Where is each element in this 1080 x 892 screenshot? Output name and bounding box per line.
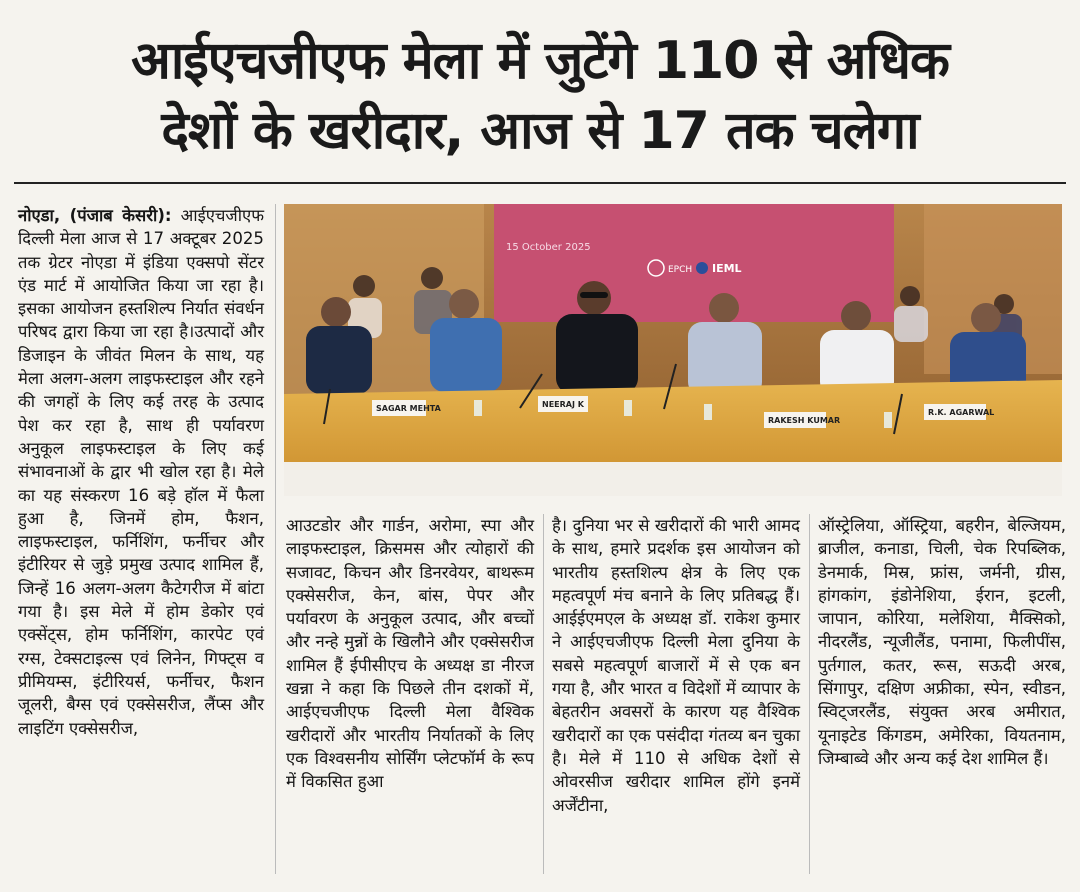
banner-date: 15 October 2025 bbox=[506, 242, 591, 253]
ieml-logo-icon bbox=[696, 262, 708, 274]
article-column-2 bbox=[286, 514, 534, 794]
nameplate-2: NEERAJ K bbox=[542, 400, 584, 409]
dateline: नोएडा, (पंजाब केसरी): bbox=[18, 206, 172, 225]
column-1-text: आईएचजीएफ दिल्ली मेला आज से 17 अक्टूबर 2025 तक ग्रेटर नोएडा में इंडिया एक्सपो सेंटर एंड मार्ट में आयोजित किया जा रहा है। इसका आयोजन हस्तशिल्प निर्यात संवर्धन परिषद द्वारा किया जा रहा है।उत्पादों और डिजाइन के जीवंत मिलन के साथ, यह मेला अलग-अलग लाइफस्टाइल और रहने की जगहों के लिए कई तरह के उत्पाद पेश कर रहा है, साथ ही पर्यावरण अनुकूल लाइफस्टाइल के लिए कई संभावनाओं के द्वार भी खोल रहा है। मेले का यह संस्करण 16 बड़े हॉल में फैला हुआ है, जिनमें होम, फैशन, लाइफस्टाइल, फर्निशिंग, फर्नीचर और इंटीरियर से जुड़े प्रमुख उत्पाद शामिल हैं, जिन्हें 16 अलग-अलग कैटेगरीज में बांटा गया है। इस मेले में होम डेकोर एवं एक्सेंट्स, होम फर्निशिंग, कारपेट एवं रग्स, टेक्सटाइल्स एवं लिनेन, गिफ्ट्स व प्रीमियम्स, इंटीरियर्स, फर्नीचर, फैशन जूलरी, बैग्स एवं एक्सेसरीज, लैंप्स और लाइटिंग एक्सेसरीज, bbox=[18, 206, 265, 738]
banner-logo-1: EPCH bbox=[668, 265, 693, 275]
nameplate-1: SAGAR MEHTA bbox=[376, 404, 441, 413]
column-4-text: ऑस्ट्रेलिया, ऑस्ट्रिया, बहरीन, बेल्जियम, ब्राजील, कनाडा, चिली, चेक रिपब्लिक, डेनमार्क, मिस्र, फ्रांस, जर्मनी, ग्रीस, हांगकांग, इंडोनेशिया, ईरान, इटली, जापान, कोरिया, मलेशिया, मैक्सिको, नीदरलैंड, न्यूजीलैंड, पनामा, फिलीपींस, पुर्तगाल, कतर, रूस, सऊदी अरब, सिंगापुर, दक्षिण अफ्रीका, स्पेन, स्वीडन, स्विट्जरलैंड, संयुक्त अरब अमीरात, यूनाइटेड किंगडम, अमेरिका, वियतनाम, जिम्बाब्वे और अन्य कई देश शामिल हैं। bbox=[818, 516, 1066, 768]
article-column-4 bbox=[818, 514, 1066, 770]
column-divider bbox=[543, 514, 544, 874]
nameplate-3: RAKESH KUMAR bbox=[768, 416, 841, 425]
column-2-text: आउटडोर और गार्डन, अरोमा, स्पा और लाइफस्टाइल, क्रिसमस और त्योहारों की सजावट, किचन और डिनरवेयर, बाथरूम एक्सेसरीज, केन, बांस, पेपर और पर्यावरण के अनुकूल उत्पाद, और बच्चों और नन्हे मुन्नों के खिलौने और एक्सेसरीज शामिल हैं ईपीसीएच के अध्यक्ष डा नीरज खन्ना ने कहा कि पिछले तीन दशकों में, आईएचजीएफ दिल्ली मेला वैश्विक खरीदारों और भारतीय निर्यातकों के लिए एक विश्वसनीय सोर्सिंग प्लेटफॉर्म के रूप में विकसित हुआ bbox=[286, 516, 534, 792]
column-divider bbox=[275, 204, 276, 874]
column-divider bbox=[809, 514, 810, 874]
article-column-3 bbox=[552, 514, 800, 817]
press-conference-image bbox=[284, 204, 1062, 496]
headline bbox=[10, 26, 1070, 166]
headline-line-1: आईएचजीएफ मेला में जुटेंगे 110 से अधिक bbox=[131, 31, 949, 91]
banner-logo-2: IEML bbox=[712, 262, 742, 275]
article-column-1 bbox=[18, 204, 264, 740]
event-photo bbox=[284, 204, 1062, 496]
column-3-text: है। दुनिया भर से खरीदारों की भारी आमद के साथ, हमारे प्रदर्शक इस आयोजन को भारतीय हस्तशिल्प क्षेत्र के लिए एक महत्वपूर्ण मंच बनाने के लिए प्रतिबद्ध हैं। आईईएमएल के अध्यक्ष डॉ. राकेश कुमार ने आईएचजीएफ दिल्ली मेला दुनिया के सबसे महत्वपूर्ण बाजारों में से एक बन गया है, और भारत व विदेशों में व्यापार के बेहतरीन अवसरों के कारण यह वैश्विक खरीदारों का एक पसंदीदा गंतव्य बन चुका है। मेले में 110 से अधिक देशों से ओवरसीज खरीदार शामिल होंगे इनमें अर्जेंटीना, bbox=[552, 516, 800, 815]
headline-rule bbox=[14, 182, 1066, 184]
nameplate-4: R.K. AGARWAL bbox=[928, 408, 995, 417]
headline-line-2: देशों के खरीदार, आज से 17 तक चलेगा bbox=[161, 101, 919, 161]
